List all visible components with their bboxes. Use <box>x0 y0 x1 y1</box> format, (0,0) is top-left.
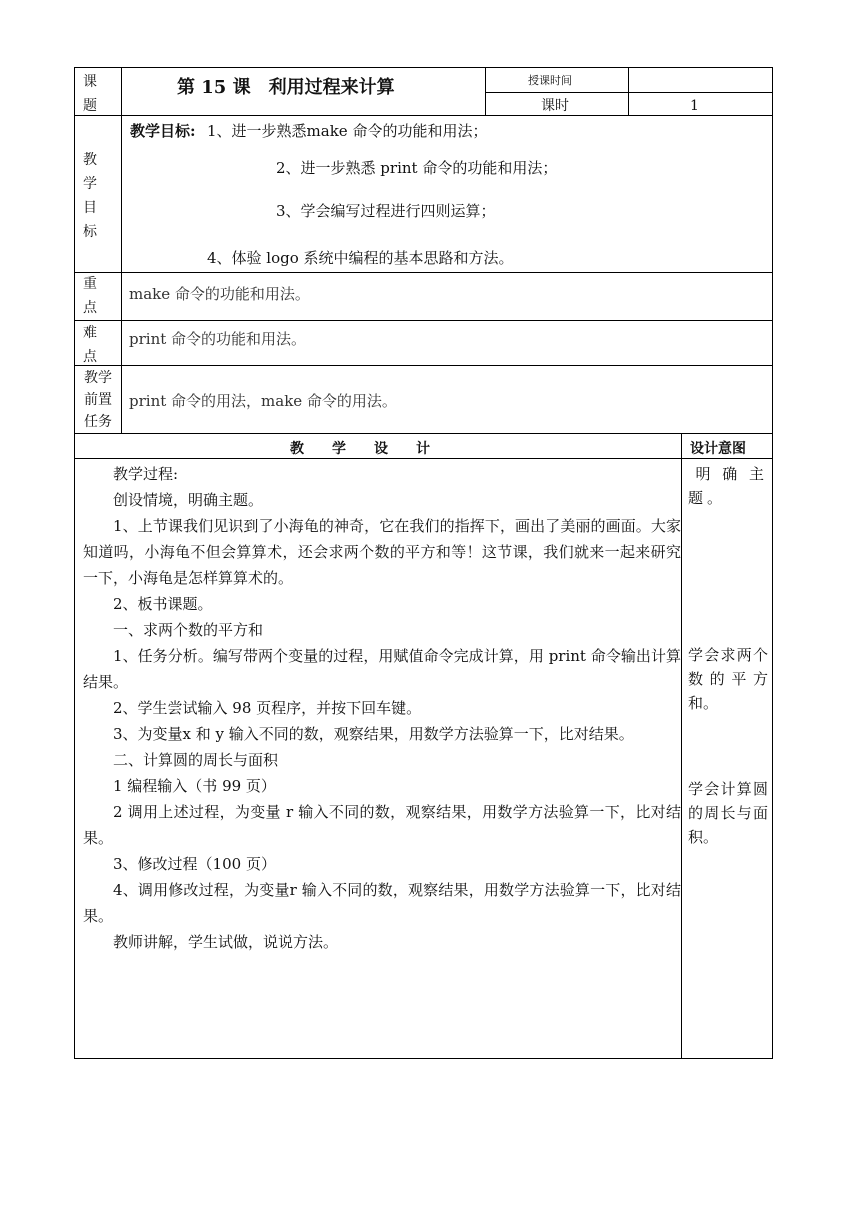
pre-task-text: print 命令的用法，make 命令的用法。 <box>129 392 397 410</box>
topic-label: 课 题 <box>83 74 97 114</box>
pre-task-label: 教学 前置 任务 <box>84 370 112 430</box>
key-point-text: make 命令的功能和用法。 <box>129 285 310 303</box>
objective-item: 2、进一步熟悉 print 命令的功能和用法； <box>276 159 558 177</box>
objective-item: 4、体验 logo 系统中编程的基本思路和方法。 <box>207 249 514 267</box>
process-paragraph: 创设情境，明确主题。 <box>113 491 264 509</box>
process-paragraph: 4、调用修改过程，为变量r 输入不同的数，观察结果，用数学方法验算一下，比对结果。 <box>83 881 681 925</box>
process-paragraph: 2 调用上述过程，为变量 r 输入不同的数，观察结果，用数学方法验算一下，比对结果。 <box>83 803 681 847</box>
design-header: 教 学 设 计 <box>290 441 430 457</box>
class-hours-value: 1 <box>690 98 699 114</box>
lesson-title: 第 15 课 利用过程来计算 <box>177 77 395 98</box>
process-paragraph: 1、任务分析。编写带两个变量的过程，用赋值命令完成计算，用 print 命令输出计算结果。 <box>83 647 681 691</box>
process-paragraph: 3、修改过程（100 页） <box>113 855 276 873</box>
design-intent: 学会计算圆的周长与面积。 <box>688 780 768 846</box>
process-paragraph: 2、学生尝试输入 98 页程序，并按下回车键。 <box>113 699 422 717</box>
process-paragraph: 一、求两个数的平方和 <box>113 621 264 639</box>
objective-item: 3、学会编写过程进行四则运算； <box>276 202 496 220</box>
objective-item: 1、进一步熟悉make 命令的功能和用法； <box>207 122 488 140</box>
key-point-label: 重 点 <box>83 276 97 316</box>
design-intent: 学会求两个数的平方和。 <box>688 646 768 712</box>
process-paragraph: 教学过程: <box>113 465 179 483</box>
intent-header: 设计意图 <box>690 441 746 457</box>
class-time-label: 授课时间 <box>528 74 572 87</box>
process-paragraph: 1、上节课我们见识到了小海龟的神奇，它在我们的指挥下，画出了美丽的画面。大家知道吗，小海龟不但会算算术，还会求两个数的平方和等！这节课，我们就来一起来研究一下，小海龟是怎样算算术的。 <box>83 517 681 587</box>
difficulty-text: print 命令的功能和用法。 <box>129 330 307 348</box>
process-paragraph: 教师讲解，学生试做，说说方法。 <box>113 933 339 951</box>
objectives-heading: 教学目标: <box>130 122 196 140</box>
difficulty-label: 难 点 <box>83 325 97 365</box>
teaching-process <box>83 461 681 955</box>
process-paragraph: 1 编程输入（书 99 页） <box>113 777 276 795</box>
process-paragraph: 二、计算圆的周长与面积 <box>113 751 279 769</box>
objectives-label: 教 学 目 标 <box>83 152 97 240</box>
class-hours-label: 课时 <box>541 98 569 114</box>
process-paragraph: 3、为变量x 和 y 输入不同的数，观察结果，用数学方法验算一下，比对结果。 <box>113 725 634 743</box>
design-intent: 明确主题。 <box>688 465 768 507</box>
process-paragraph: 2、板书课题。 <box>113 595 213 613</box>
